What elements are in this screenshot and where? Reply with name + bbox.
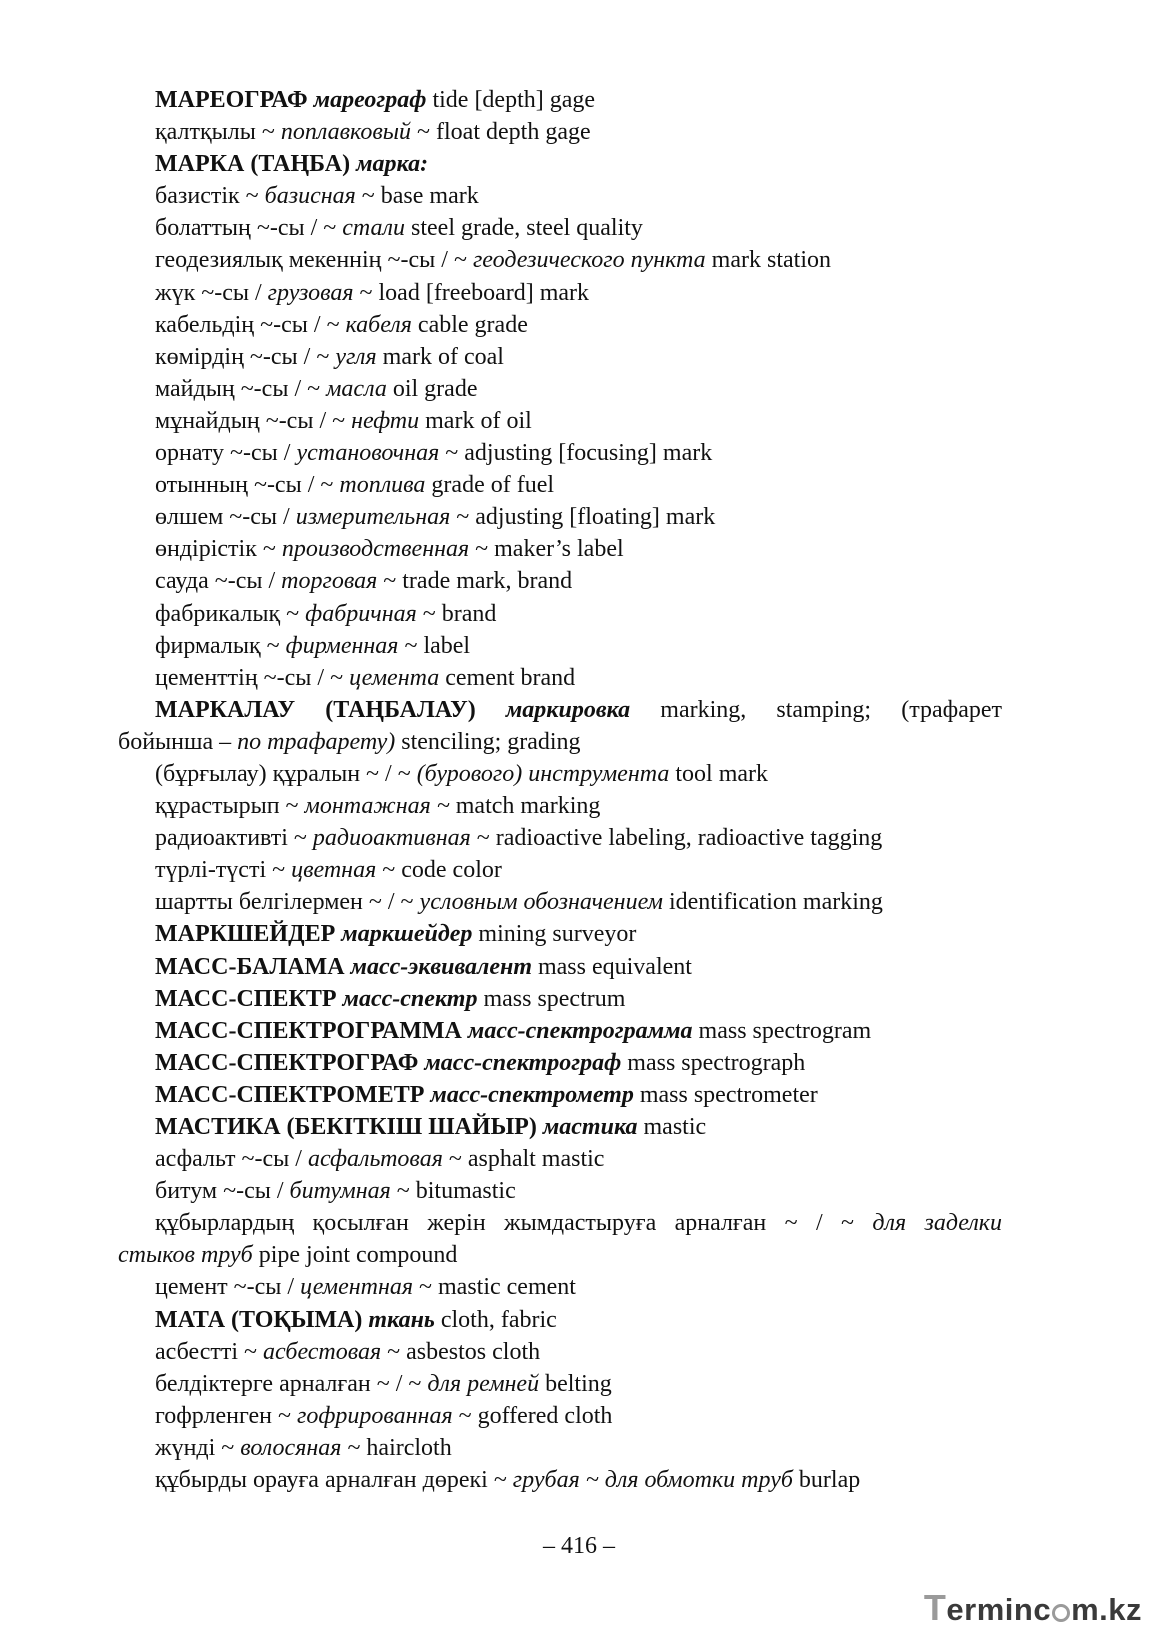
text-segment: ~ float depth gage: [411, 119, 591, 146]
entry-line: [0, 918, 1158, 950]
text-segment: ~ code color: [376, 857, 502, 884]
text-segment: marking, stamping; (трафарет: [630, 696, 1002, 723]
text-segment: ~ adjusting [floating] mark: [450, 504, 716, 531]
text-segment: ~ goffered cloth: [452, 1402, 613, 1429]
text-segment: ~ load [freeboard] mark: [353, 279, 590, 306]
entry-line: [0, 84, 1158, 116]
text-segment: сауда ~-сы /: [155, 568, 282, 595]
entry-line: [0, 244, 1158, 276]
entry-line: [0, 1336, 1158, 1368]
text-segment: фирменная: [285, 632, 399, 659]
entry-line: [0, 854, 1158, 886]
entry-line: [0, 116, 1158, 148]
entry-line: [0, 598, 1158, 630]
text-segment: МАСС-СПЕКТРОГРАФ: [155, 1049, 419, 1076]
entry-line: [0, 662, 1158, 694]
entry-line: [0, 1047, 1158, 1079]
entry-line: [0, 983, 1158, 1015]
text-segment: ~ base mark: [355, 183, 479, 210]
text-segment: құбырды орауға арналған дөрекі ~: [155, 1467, 513, 1494]
text-segment: ~ brand: [416, 600, 497, 627]
text-segment: радиоактивная: [312, 825, 471, 852]
text-segment: измерительная: [295, 504, 451, 531]
dictionary-entries: [0, 84, 1158, 1496]
text-segment: мареограф: [313, 87, 427, 113]
text-segment: фирмалық ~: [155, 632, 286, 659]
text-segment: түрлі-түсті ~: [155, 857, 292, 884]
entry-line: [0, 277, 1158, 309]
text-segment: mark of oil: [419, 407, 532, 434]
entry-line: [0, 1432, 1158, 1464]
text-segment: болаттың ~-сы / ~: [155, 215, 343, 242]
entry-line: [0, 212, 1158, 244]
text-segment: cable grade: [411, 311, 528, 338]
text-segment: гофрированная: [296, 1402, 453, 1429]
entry-line: [0, 886, 1158, 918]
entry-line: [0, 694, 1002, 726]
text-segment: өндірістік ~: [155, 536, 282, 563]
entry-line: [0, 1368, 1158, 1400]
text-segment: құрастырып ~: [155, 793, 305, 820]
text-segment: МАСС-СПЕКТРОМЕТР: [155, 1081, 425, 1108]
entry-line: [0, 533, 1158, 565]
entry-line: [0, 309, 1158, 341]
text-segment: цветная: [291, 857, 377, 884]
text-segment: топлива: [339, 472, 426, 499]
text-segment: belting: [539, 1370, 612, 1397]
text-segment: кабеля: [345, 311, 412, 338]
text-segment: масс-спектрометр: [430, 1081, 634, 1108]
text-segment: белдіктерге арналған ~ / ~: [155, 1370, 428, 1397]
text-segment: ткань: [368, 1306, 435, 1333]
text-segment: cloth, fabric: [434, 1306, 557, 1333]
text-segment: mass spectrometer: [633, 1081, 818, 1108]
text-segment: mass equivalent: [531, 953, 692, 980]
text-segment: цементтің ~-сы / ~: [155, 664, 350, 691]
entry-line: [0, 1175, 1158, 1207]
text-segment: МАСТИКА (БЕКІТКІШ ШАЙЫР): [155, 1114, 537, 1140]
text-segment: жүк ~-сы /: [155, 279, 268, 306]
text-segment: торговая: [281, 568, 378, 595]
entry-line: [0, 1015, 1158, 1047]
text-segment: ~ trade mark, brand: [377, 568, 573, 595]
text-segment: установочная: [296, 440, 440, 467]
text-segment: МАСС-БАЛАМА: [155, 953, 345, 980]
entry-line: [0, 1304, 1158, 1336]
text-segment: цемента: [349, 664, 440, 691]
text-segment: МАТА (ТОҚЫМА): [155, 1306, 363, 1333]
text-segment: ~ label: [398, 632, 471, 659]
text-segment: tide [depth] gage: [426, 87, 596, 113]
text-segment: масс-спектр: [342, 985, 478, 1012]
text-segment: масс-спектрограмма: [467, 1017, 693, 1044]
text-segment: майдың ~-сы / ~: [155, 375, 327, 402]
text-segment: (бурового) инструмента: [416, 760, 670, 787]
text-segment: (бұрғылау) құралын ~ / ~: [155, 760, 417, 787]
text-segment: битумная: [289, 1178, 391, 1205]
text-segment: мастика: [542, 1114, 638, 1140]
text-segment: нефти: [351, 407, 420, 434]
entry-line: [0, 1464, 1158, 1496]
entry-line: [0, 341, 1158, 373]
text-segment: волосяная: [240, 1434, 342, 1461]
text-segment: марка:: [356, 151, 429, 178]
entry-line: [0, 180, 1158, 212]
text-segment: асбестті ~: [155, 1338, 264, 1365]
text-segment: өлшем ~-сы /: [155, 504, 296, 531]
text-segment: угля: [335, 343, 377, 370]
text-segment: көмірдің ~-сы / ~: [155, 343, 336, 370]
entry-line: [0, 437, 1158, 469]
text-segment: mass spectrograph: [621, 1049, 806, 1076]
entry-line: [0, 1111, 1158, 1143]
termincom-watermark: [924, 1588, 1142, 1628]
text-segment: отынның ~-сы / ~: [155, 472, 340, 499]
text-segment: масс-эквивалент: [350, 953, 532, 980]
entry-line: [0, 951, 1158, 983]
text-segment: МАРКАЛАУ: [155, 696, 296, 723]
text-segment: гофрленген ~: [155, 1402, 297, 1429]
text-segment: производственная: [281, 536, 470, 563]
text-segment: для заделки: [872, 1210, 1002, 1237]
text-segment: асфальт ~-сы /: [155, 1146, 308, 1173]
text-segment: oil grade: [386, 375, 478, 402]
text-segment: цемент ~-сы /: [155, 1274, 301, 1301]
entry-line: [0, 1207, 1002, 1239]
watermark-t: T: [923, 1587, 947, 1628]
text-segment: құбырлардың қосылған жерін жымдастыруға арналған ~ / ~: [155, 1210, 873, 1237]
entry-line: [0, 501, 1158, 533]
text-segment: бойынша –: [118, 728, 238, 755]
text-segment: фабричная: [305, 600, 417, 627]
entry-line: [0, 405, 1158, 437]
text-segment: битум ~-сы /: [155, 1178, 290, 1205]
entry-line: [0, 1271, 1158, 1303]
entry-line: [0, 1079, 1158, 1111]
text-segment: ~ haircloth: [341, 1434, 452, 1461]
text-segment: МАСС-СПЕКТР: [155, 985, 337, 1012]
text-segment: mark station: [705, 247, 831, 274]
text-segment: шартты белгілермен ~ / ~: [155, 889, 420, 916]
text-segment: mass spectrum: [477, 985, 626, 1012]
text-segment: mark of coal: [376, 343, 504, 370]
entry-line: [0, 726, 1158, 758]
text-segment: pipe joint compound: [252, 1242, 458, 1269]
entry-line: [0, 1400, 1158, 1432]
text-segment: кабельдің ~-сы / ~: [155, 311, 346, 338]
entry-line: [0, 148, 1158, 180]
text-segment: по трафарету): [237, 728, 396, 755]
text-segment: match marking: [449, 793, 601, 820]
entry-line: [0, 1143, 1158, 1175]
entry-line: [0, 822, 1158, 854]
text-segment: steel grade, steel quality: [405, 215, 643, 242]
text-segment: мұнайдың ~-сы / ~: [155, 407, 352, 434]
text-segment: stenciling; grading: [395, 728, 581, 755]
text-segment: (ТАҢБАЛАУ): [325, 696, 476, 723]
text-segment: cement brand: [439, 664, 576, 691]
text-segment: асфальтовая: [307, 1146, 443, 1173]
text-segment: стыков труб: [118, 1242, 253, 1269]
text-segment: ~ radioactive labeling, radioactive tagging: [470, 825, 883, 852]
entry-line: [0, 565, 1158, 597]
text-segment: ~ asbestos cloth: [381, 1338, 541, 1365]
entry-line: [0, 790, 1158, 822]
text-segment: грузовая: [267, 279, 354, 306]
text-segment: МАРЕОГРАФ: [155, 87, 308, 113]
text-segment: ~ bitumastic: [390, 1178, 516, 1205]
entry-line: [0, 1239, 1158, 1271]
text-segment: [476, 697, 506, 723]
text-segment: грубая ~ для обмотки труб: [512, 1467, 793, 1494]
text-segment: tool mark: [669, 760, 769, 787]
watermark-part1: erminc: [946, 1592, 1052, 1627]
text-segment: МАРКШЕЙДЕР: [155, 921, 336, 948]
text-segment: ~ maker’s label: [469, 536, 624, 563]
watermark-part2: m.kz: [1071, 1592, 1142, 1627]
entry-line: [0, 630, 1158, 662]
text-segment: ~ adjusting [focusing] mark: [439, 440, 713, 467]
watermark-o-icon: [1052, 1604, 1070, 1622]
entry-line: [0, 758, 1158, 790]
text-segment: орнату ~-сы /: [155, 440, 297, 467]
page-number: – 416 –: [543, 1533, 615, 1559]
text-segment: геодезического пункта: [472, 247, 706, 274]
text-segment: mass spectrogram: [692, 1017, 872, 1044]
text-segment: фабрикалық ~: [155, 600, 306, 627]
text-segment: для ремней: [427, 1370, 540, 1397]
text-segment: ~ asphalt mastic: [442, 1146, 605, 1173]
text-segment: grade of fuel: [425, 472, 555, 499]
text-segment: поплавковый: [280, 119, 412, 146]
text-segment: [295, 697, 325, 723]
text-segment: радиоактивті ~: [155, 825, 313, 852]
text-segment: базисная: [264, 183, 356, 210]
text-segment: масс-спектрограф: [424, 1049, 622, 1076]
text-segment: ~ mastic cement: [413, 1274, 576, 1301]
text-segment: маркшейдер: [341, 921, 473, 948]
text-segment: МАСС-СПЕКТРОГРАММА: [155, 1017, 462, 1044]
entry-line: [0, 469, 1158, 501]
text-segment: МАРКА (ТАҢБА): [155, 151, 351, 178]
text-segment: монтажная ~: [304, 793, 450, 820]
text-segment: mastic: [637, 1114, 707, 1140]
text-segment: mining surveyor: [472, 921, 637, 948]
text-segment: базистік ~: [155, 183, 265, 210]
text-segment: burlap: [792, 1467, 861, 1494]
text-segment: жүнді ~: [155, 1434, 241, 1461]
text-segment: цементная: [300, 1274, 414, 1301]
text-segment: стали: [342, 215, 406, 242]
entry-line: [0, 373, 1158, 405]
text-segment: қалтқылы ~: [155, 119, 281, 146]
text-segment: асбестовая: [263, 1338, 382, 1365]
text-segment: геодезиялық мекеннің ~-сы / ~: [155, 247, 473, 274]
text-segment: условным обозначением: [419, 889, 663, 916]
text-segment: маркировка: [505, 696, 631, 723]
text-segment: масла: [326, 375, 387, 402]
text-segment: identification marking: [662, 889, 883, 916]
